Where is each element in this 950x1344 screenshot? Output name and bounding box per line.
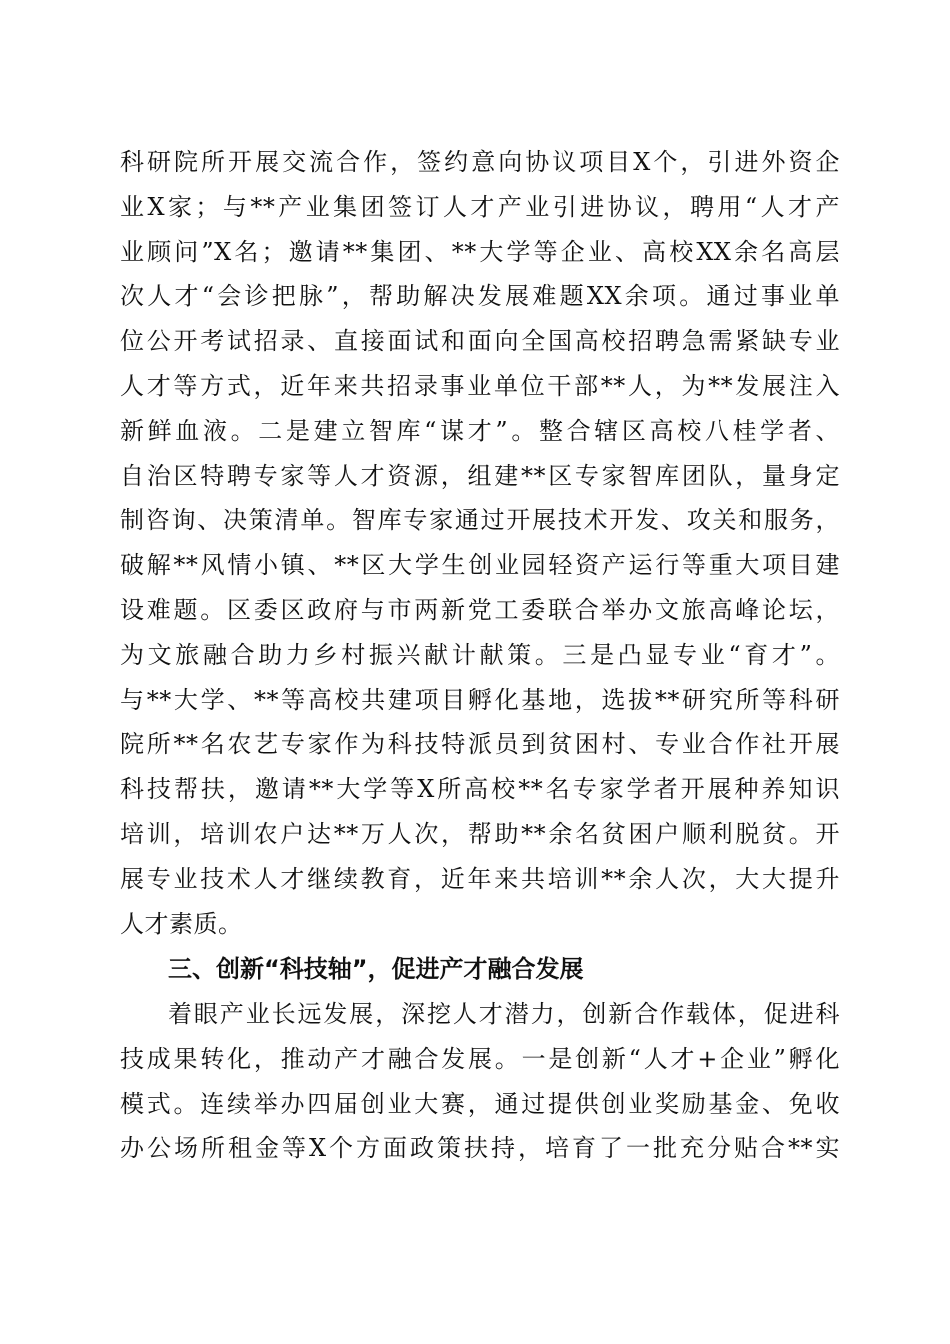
paragraph-line: 培训，培训农户达**万人次，帮助**余名贫困户顺利脱贫。开 bbox=[120, 820, 840, 848]
paragraph-line: 技成果转化，推动产才融合发展。一是创新“人才+企业”孵化 bbox=[120, 1044, 840, 1073]
paragraph-line: 业顾问”X名；邀请**集团、**大学等企业、高校XX余名高层 bbox=[120, 237, 840, 266]
paragraph-line: 科技帮扶，邀请**大学等X所高校**名专家学者开展种养知识 bbox=[120, 775, 840, 804]
paragraph-line: 次人才“会诊把脉”，帮助解决发展难题XX余项。通过事业单 bbox=[120, 282, 840, 311]
paragraph-line: 院所**名农艺专家作为科技特派员到贫困村、专业合作社开展 bbox=[120, 730, 840, 759]
paragraph-line: 人才等方式，近年来共招录事业单位干部**人，为**发展注入 bbox=[120, 372, 840, 400]
paragraph-line: 办公场所租金等X个方面政策扶持，培育了一批充分贴合**实 bbox=[120, 1134, 840, 1163]
paragraph-line: 自治区特聘专家等人才资源，组建**区专家智库团队，量身定 bbox=[120, 461, 840, 490]
paragraph-line: 与**大学、**等高校共建项目孵化基地，选拔**研究所等科研 bbox=[120, 685, 840, 714]
section-heading: 三、创新“科技轴”，促进产才融合发展 bbox=[168, 955, 584, 983]
paragraph-line: 新鲜血液。二是建立智库“谋才”。整合辖区高校八桂学者、 bbox=[120, 416, 840, 445]
paragraph-line: 为文旅融合助力乡村振兴献计献策。三是凸显专业“育才”。 bbox=[120, 640, 840, 669]
paragraph-line: 破解**风情小镇、**区大学生创业园轻资产运行等重大项目建 bbox=[120, 551, 840, 580]
paragraph-line: 位公开考试招录、直接面试和面向全国高校招聘急需紧缺专业 bbox=[120, 327, 840, 356]
paragraph-line: 模式。连续举办四届创业大赛，通过提供创业奖励基金、免收 bbox=[120, 1089, 840, 1118]
paragraph-line: 业X家；与**产业集团签订人才产业引进协议，聘用“人才产 bbox=[120, 192, 840, 221]
paragraph-line: 着眼产业长远发展，深挖人才潜力，创新合作载体，促进科 bbox=[168, 1000, 840, 1028]
paragraph-line: 制咨询、决策清单。智库专家通过开展技术开发、攻关和服务， bbox=[120, 506, 840, 535]
paragraph-line: 人才素质。 bbox=[120, 909, 243, 938]
paragraph-line: 科研院所开展交流合作，签约意向协议项目X个，引进外资企 bbox=[120, 148, 840, 176]
paragraph-line: 设难题。区委区政府与市两新党工委联合举办文旅高峰论坛， bbox=[120, 596, 840, 624]
paragraph-line: 展专业技术人才继续教育，近年来共培训**余人次，大大提升 bbox=[120, 864, 840, 893]
